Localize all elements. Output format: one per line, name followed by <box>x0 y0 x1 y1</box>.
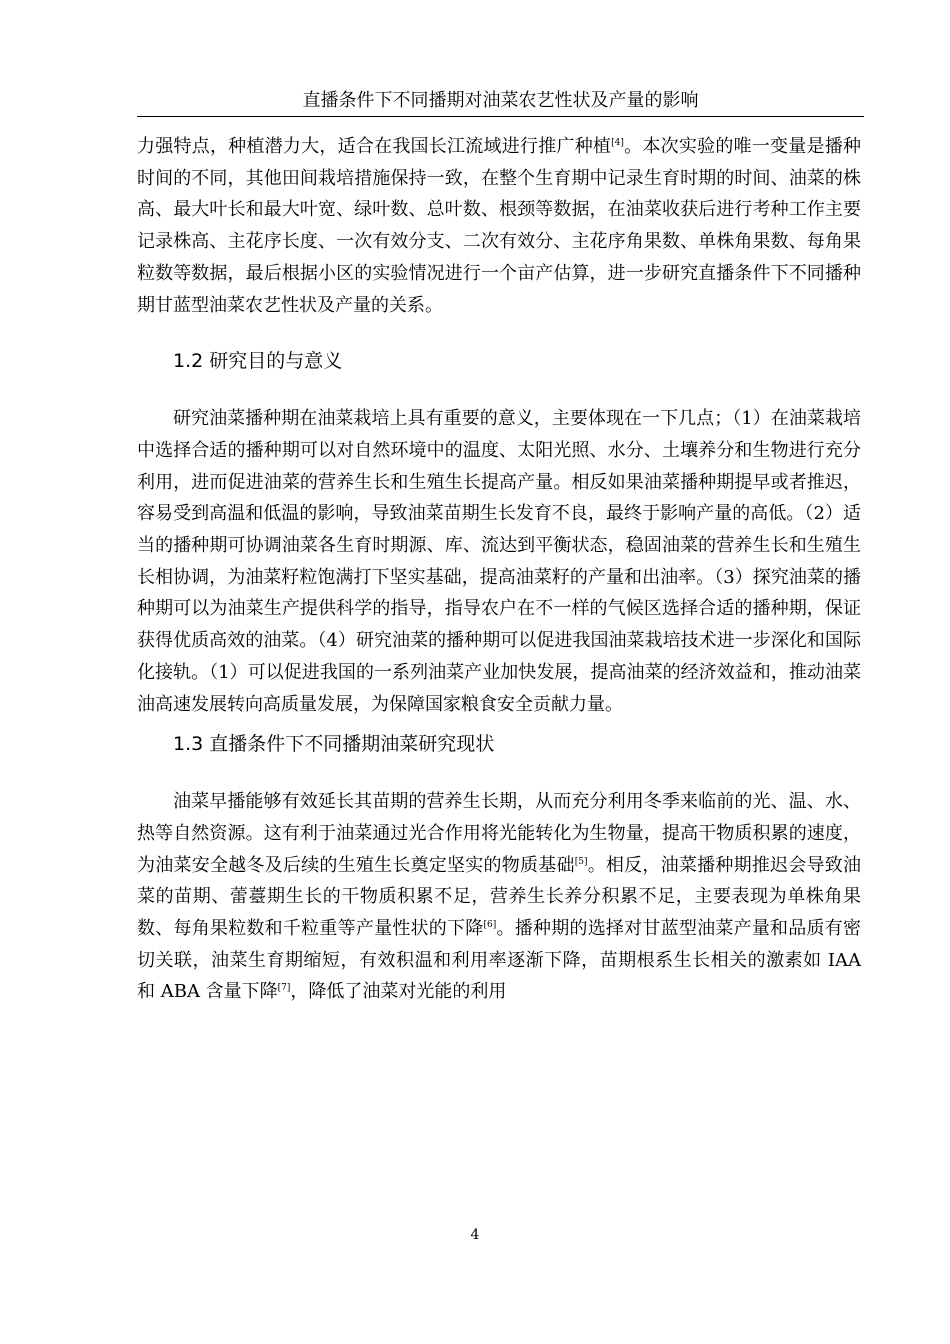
section-heading-1-3: 1.3 直播条件下不同播期油菜研究现状 <box>173 733 495 756</box>
citation-ref: [6] <box>483 920 497 931</box>
text-run: 油菜早播能够有效延长其苗期的营养生长期，从而充分利用冬季来临前的光、温、水、热等自然资源。这有利于油菜通过光合作用将光能转化为生物量，提高干物质积累的速度，为油菜安全越冬及后续的生殖生长奠定坚实的物质基础 <box>137 791 861 876</box>
text-run: 。本次实验的唯一变量是播种时间的不同，其他田间栽培措施保持一致，在整个生育期中记录生育时期的时间、油菜的株高、最大叶长和最大叶宽、绿叶数、总叶数、根颈等数据，在油菜收获后进行考种工作主要记录株高、主花序长度、一次有效分支、二次有效分、主花序角果数、单株角果数、每角果粒数等数据，最后根据小区的实验情况进行一个亩产估算，进一步研究直播条件下不同播种期甘蓝型油菜农艺性状及产量的关系。 <box>137 136 862 316</box>
citation-ref: [5] <box>574 856 588 867</box>
text-run: 。相反，油菜播种期推迟会导致油菜的苗期、蕾薹期生长的干物质积累不足，营养生长养分积累不足，主要表现为单株角果数、每角果粒数和千粒重等产量性状的下降 <box>137 854 862 940</box>
section-heading-1-2: 1.2 研究目的与意义 <box>173 350 343 373</box>
running-header <box>137 88 864 117</box>
citation-ref: [4] <box>611 138 624 148</box>
page-number: 4 <box>470 1227 480 1243</box>
paragraph-purpose-significance: 研究油菜播种期在油菜栽培上具有重要的意义，主要体现在一下几点；（1）在油菜栽培中选择合适的播种期可以对自然环境中的温度、太阳光照、水分、土壤养分和生物进行充分利用，进而促进油菜的营养生长和生殖生长提高产量。相反如果油菜播种期提早或者推迟，容易受到高温和低温的影响，导致油菜苗期生长发育不良，最终于影响产量的高低。（2）适当的播种期可协调油菜各生育时期源、库、流达到平衡状态，稳固油菜的营养生长和生殖生长相协调，为油菜籽粒饱满打下坚实基础，提高油菜籽的产量和出油率。（3）探究油菜的播种期可以为油菜生产提供科学的指导，指导农户在不一样的气候区选择合适的播种期，保证获得优质高效的油菜。（4）研究油菜的播种期可以促进我国油菜栽培技术进一步深化和国际化接轨。（1）可以促进我国的一系列油菜产业加快发展，提高油菜的经济效益和，推动油菜油高速发展转向高质量发展，为保障国家粮食安全贡献力量。 <box>137 408 861 715</box>
page-body <box>137 131 861 1008</box>
text-run: ，降低了油菜对光能的利用 <box>290 981 507 1003</box>
text-run: 力强特点，种植潜力大，适合在我国长江流域进行推广种植 <box>137 136 612 157</box>
running-header-title: 直播条件下不同播期对油菜农艺性状及产量的影响 <box>302 90 699 111</box>
paragraph-intro-continued <box>137 131 861 321</box>
text-run: 。播种期的选择对甘蓝型油菜产量和品质有密切关联，油菜生育期缩短，有效积温和利用率逐渐下降，苗期根系生长相关的激素如 IAA 和 ABA 含量下降 <box>137 918 862 1003</box>
citation-ref: [7] <box>277 983 291 994</box>
paragraph-research-status <box>137 786 861 1008</box>
